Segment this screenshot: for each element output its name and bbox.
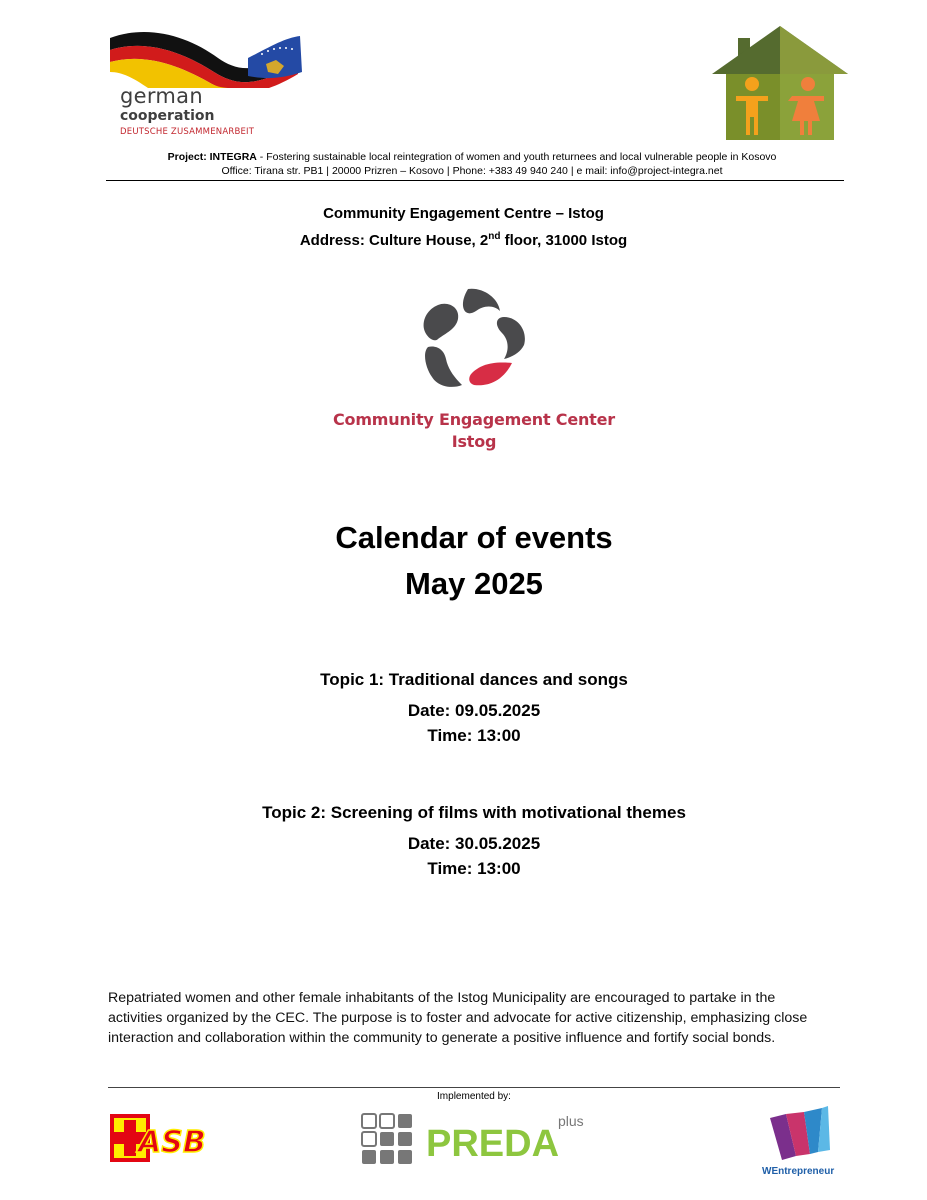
address-prefix: Address: Culture House, 2 [299, 232, 489, 249]
event-2-topic: Topic 2: Screening of films with motivational themes [262, 803, 686, 822]
asb-logo-text: ASB [138, 1125, 206, 1160]
integra-house-logo [712, 24, 848, 142]
wentrepreneur-logo [760, 1104, 842, 1178]
preda-plus-logo [360, 1112, 592, 1170]
project-line [100, 150, 844, 164]
asb-logo [108, 1110, 278, 1166]
event-1-time: Time: 13:00 [427, 726, 521, 745]
address-superscript: nd [488, 231, 501, 242]
flag-ribbon-icon [108, 28, 304, 88]
wentrepreneur-logo-text: WEntrepreneur [762, 1166, 835, 1177]
event-1-date: Date: 09.05.2025 [407, 701, 541, 720]
info-paragraph-line-1: Repatriated women and other female inhabitants of the Istog Municipality are encouraged to partake in the [108, 990, 776, 1006]
header-divider [106, 180, 844, 181]
office-line: Office: Tirana str. PB1 | 20000 Prizren – Kosovo | Phone: +383 49 940 240 | e mail: info@project-integra.net [221, 165, 723, 177]
preda-grid-icon [362, 1114, 412, 1164]
centre-address [0, 226, 927, 252]
german-logo-word-cooperation: cooperation [120, 108, 215, 124]
info-paragraph-line-2: activities organized by the CEC. The purpose is to foster and advocate for active citizenship, emphasizing close [108, 1010, 808, 1026]
cec-logo-mark [418, 287, 530, 393]
event-2-date: Date: 30.05.2025 [407, 834, 541, 853]
implemented-by-label: Implemented by: [437, 1091, 511, 1102]
german-cooperation-logo [108, 28, 304, 138]
info-paragraph-line-3: interaction and collaboration within the community to generate a positive influence and fortify social bonds. [108, 1030, 776, 1046]
event-1-topic: Topic 1: Traditional dances and songs [320, 670, 628, 689]
cec-logo-title: Community Engagement Center [333, 410, 615, 429]
cec-logo-subtitle: Istog [451, 432, 497, 451]
event-2-time: Time: 13:00 [427, 859, 521, 878]
preda-plus-text: plus [558, 1113, 584, 1129]
project-description: - Fostering sustainable local reintegration of women and youth returnees and local vulnerable people in Kosovo [256, 151, 777, 163]
footer-divider [108, 1087, 840, 1088]
project-label: Project: INTEGRA [167, 151, 257, 163]
preda-logo-text: PREDA [426, 1123, 560, 1165]
german-logo-word-german: german [120, 84, 203, 108]
german-logo-word-deutsche: DEUTSCHE ZUSAMMENARBEIT [120, 127, 255, 137]
centre-name: Community Engagement Centre – Istog [323, 205, 604, 222]
address-suffix: floor, 31000 Istog [500, 232, 628, 249]
calendar-month: May 2025 [405, 566, 543, 601]
calendar-title: Calendar of events [335, 520, 613, 555]
cec-drops-icon [418, 287, 530, 393]
